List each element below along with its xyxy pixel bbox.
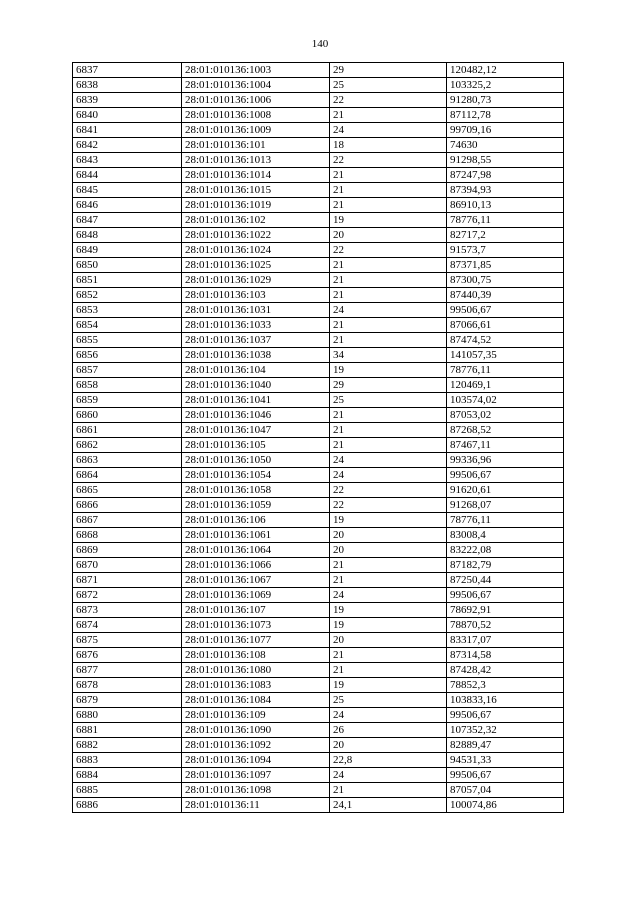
value-cell: 82889,47 — [447, 738, 564, 753]
cadastral-number-cell: 28:01:010136:1015 — [182, 183, 330, 198]
table-body — [73, 63, 564, 813]
row-number-cell: 6863 — [73, 453, 182, 468]
area-cell: 21 — [330, 288, 447, 303]
row-number-cell: 6870 — [73, 558, 182, 573]
table-row — [73, 723, 564, 738]
row-number-cell: 6848 — [73, 228, 182, 243]
area-cell: 25 — [330, 78, 447, 93]
cadastral-number-cell: 28:01:010136:1066 — [182, 558, 330, 573]
cadastral-number-cell: 28:01:010136:1041 — [182, 393, 330, 408]
value-cell: 74630 — [447, 138, 564, 153]
row-number-cell: 6881 — [73, 723, 182, 738]
value-cell: 99336,96 — [447, 453, 564, 468]
row-number-cell: 6867 — [73, 513, 182, 528]
cadastral-number-cell: 28:01:010136:1054 — [182, 468, 330, 483]
cadastral-number-cell: 28:01:010136:1080 — [182, 663, 330, 678]
table-row — [73, 768, 564, 783]
area-cell: 19 — [330, 513, 447, 528]
cadastral-number-cell: 28:01:010136:1013 — [182, 153, 330, 168]
value-cell: 78776,11 — [447, 213, 564, 228]
area-cell: 21 — [330, 318, 447, 333]
area-cell: 21 — [330, 198, 447, 213]
table-row — [73, 618, 564, 633]
row-number-cell: 6860 — [73, 408, 182, 423]
cadastral-number-cell: 28:01:010136:1059 — [182, 498, 330, 513]
area-cell: 24 — [330, 588, 447, 603]
value-cell: 103833,16 — [447, 693, 564, 708]
area-cell: 19 — [330, 213, 447, 228]
cadastral-number-cell: 28:01:010136:107 — [182, 603, 330, 618]
row-number-cell: 6840 — [73, 108, 182, 123]
row-number-cell: 6847 — [73, 213, 182, 228]
value-cell: 99506,67 — [447, 468, 564, 483]
cadastral-number-cell: 28:01:010136:1083 — [182, 678, 330, 693]
row-number-cell: 6873 — [73, 603, 182, 618]
cadastral-number-cell: 28:01:010136:1037 — [182, 333, 330, 348]
row-number-cell: 6883 — [73, 753, 182, 768]
table-row — [73, 783, 564, 798]
area-cell: 25 — [330, 693, 447, 708]
table-row — [73, 678, 564, 693]
value-cell: 87394,93 — [447, 183, 564, 198]
value-cell: 87314,58 — [447, 648, 564, 663]
cadastral-number-cell: 28:01:010136:1092 — [182, 738, 330, 753]
row-number-cell: 6877 — [73, 663, 182, 678]
area-cell: 21 — [330, 258, 447, 273]
cadastral-number-cell: 28:01:010136:1097 — [182, 768, 330, 783]
cadastral-number-cell: 28:01:010136:1094 — [182, 753, 330, 768]
table-row — [73, 603, 564, 618]
value-cell: 78776,11 — [447, 363, 564, 378]
area-cell: 24 — [330, 453, 447, 468]
value-cell: 83008,4 — [447, 528, 564, 543]
table-row — [73, 258, 564, 273]
value-cell: 78870,52 — [447, 618, 564, 633]
page-number: 140 — [311, 38, 329, 50]
cadastral-number-cell: 28:01:010136:1038 — [182, 348, 330, 363]
table-row — [73, 558, 564, 573]
table-row — [73, 543, 564, 558]
table-row — [73, 738, 564, 753]
cadastral-number-cell: 28:01:010136:1064 — [182, 543, 330, 558]
area-cell: 21 — [330, 108, 447, 123]
row-number-cell: 6886 — [73, 798, 182, 813]
row-number-cell: 6875 — [73, 633, 182, 648]
value-cell: 87371,85 — [447, 258, 564, 273]
area-cell: 21 — [330, 408, 447, 423]
cadastral-number-cell: 28:01:010136:1047 — [182, 423, 330, 438]
value-cell: 99506,67 — [447, 768, 564, 783]
row-number-cell: 6879 — [73, 693, 182, 708]
value-cell: 87053,02 — [447, 408, 564, 423]
area-cell: 21 — [330, 663, 447, 678]
table-row — [73, 798, 564, 813]
area-cell: 22 — [330, 483, 447, 498]
table-row — [73, 153, 564, 168]
cadastral-number-cell: 28:01:010136:11 — [182, 798, 330, 813]
table-row — [73, 213, 564, 228]
cadastral-number-cell: 28:01:010136:101 — [182, 138, 330, 153]
row-number-cell: 6837 — [73, 63, 182, 78]
cadastral-number-cell: 28:01:010136:102 — [182, 213, 330, 228]
cadastral-number-cell: 28:01:010136:1098 — [182, 783, 330, 798]
table-row — [73, 288, 564, 303]
table-row — [73, 423, 564, 438]
row-number-cell: 6864 — [73, 468, 182, 483]
cadastral-number-cell: 28:01:010136:1061 — [182, 528, 330, 543]
table-row — [73, 513, 564, 528]
row-number-cell: 6869 — [73, 543, 182, 558]
area-cell: 24 — [330, 768, 447, 783]
row-number-cell: 6861 — [73, 423, 182, 438]
table-row — [73, 573, 564, 588]
row-number-cell: 6876 — [73, 648, 182, 663]
value-cell: 87428,42 — [447, 663, 564, 678]
cadastral-number-cell: 28:01:010136:1008 — [182, 108, 330, 123]
cadastral-number-cell: 28:01:010136:1077 — [182, 633, 330, 648]
area-cell: 34 — [330, 348, 447, 363]
row-number-cell: 6859 — [73, 393, 182, 408]
area-cell: 21 — [330, 783, 447, 798]
row-number-cell: 6865 — [73, 483, 182, 498]
row-number-cell: 6844 — [73, 168, 182, 183]
area-cell: 19 — [330, 678, 447, 693]
area-cell: 25 — [330, 393, 447, 408]
value-cell: 91620,61 — [447, 483, 564, 498]
value-cell: 87066,61 — [447, 318, 564, 333]
table-row — [73, 528, 564, 543]
area-cell: 21 — [330, 648, 447, 663]
area-cell: 22 — [330, 153, 447, 168]
value-cell: 100074,86 — [447, 798, 564, 813]
value-cell: 107352,32 — [447, 723, 564, 738]
table-row — [73, 63, 564, 78]
value-cell: 99506,67 — [447, 588, 564, 603]
row-number-cell: 6872 — [73, 588, 182, 603]
area-cell: 20 — [330, 528, 447, 543]
cadastral-number-cell: 28:01:010136:1006 — [182, 93, 330, 108]
value-cell: 78776,11 — [447, 513, 564, 528]
value-cell: 99709,16 — [447, 123, 564, 138]
value-cell: 91280,73 — [447, 93, 564, 108]
value-cell: 103574,02 — [447, 393, 564, 408]
area-cell: 21 — [330, 333, 447, 348]
area-cell: 19 — [330, 618, 447, 633]
table-row — [73, 483, 564, 498]
area-cell: 21 — [330, 438, 447, 453]
cadastral-number-cell: 28:01:010136:1025 — [182, 258, 330, 273]
area-cell: 22 — [330, 243, 447, 258]
row-number-cell: 6849 — [73, 243, 182, 258]
area-cell: 19 — [330, 603, 447, 618]
row-number-cell: 6885 — [73, 783, 182, 798]
area-cell: 21 — [330, 168, 447, 183]
row-number-cell: 6838 — [73, 78, 182, 93]
cadastral-number-cell: 28:01:010136:103 — [182, 288, 330, 303]
area-cell: 24 — [330, 303, 447, 318]
cadastral-number-cell: 28:01:010136:1031 — [182, 303, 330, 318]
table-row — [73, 93, 564, 108]
area-cell: 29 — [330, 378, 447, 393]
value-cell: 87247,98 — [447, 168, 564, 183]
area-cell: 18 — [330, 138, 447, 153]
row-number-cell: 6851 — [73, 273, 182, 288]
table-row — [73, 168, 564, 183]
cadastral-number-cell: 28:01:010136:1067 — [182, 573, 330, 588]
row-number-cell: 6856 — [73, 348, 182, 363]
value-cell: 87112,78 — [447, 108, 564, 123]
area-cell: 20 — [330, 738, 447, 753]
table-row — [73, 138, 564, 153]
row-number-cell: 6843 — [73, 153, 182, 168]
cadastral-number-cell: 28:01:010136:1009 — [182, 123, 330, 138]
cadastral-number-cell: 28:01:010136:108 — [182, 648, 330, 663]
table-row — [73, 363, 564, 378]
value-cell: 94531,33 — [447, 753, 564, 768]
value-cell: 83222,08 — [447, 543, 564, 558]
table-row — [73, 123, 564, 138]
cadastral-number-cell: 28:01:010136:109 — [182, 708, 330, 723]
table-row — [73, 753, 564, 768]
value-cell: 87467,11 — [447, 438, 564, 453]
value-cell: 99506,67 — [447, 303, 564, 318]
value-cell: 82717,2 — [447, 228, 564, 243]
value-cell: 87440,39 — [447, 288, 564, 303]
value-cell: 87057,04 — [447, 783, 564, 798]
value-cell: 120482,12 — [447, 63, 564, 78]
value-cell: 87182,79 — [447, 558, 564, 573]
table-row — [73, 303, 564, 318]
row-number-cell: 6842 — [73, 138, 182, 153]
cadastral-number-cell: 28:01:010136:1024 — [182, 243, 330, 258]
row-number-cell: 6850 — [73, 258, 182, 273]
cadastral-number-cell: 28:01:010136:104 — [182, 363, 330, 378]
area-cell: 22,8 — [330, 753, 447, 768]
area-cell: 20 — [330, 543, 447, 558]
table-row — [73, 648, 564, 663]
row-number-cell: 6853 — [73, 303, 182, 318]
area-cell: 29 — [330, 63, 447, 78]
table-row — [73, 318, 564, 333]
cadastral-number-cell: 28:01:010136:1033 — [182, 318, 330, 333]
table-row — [73, 468, 564, 483]
value-cell: 91268,07 — [447, 498, 564, 513]
area-cell: 21 — [330, 573, 447, 588]
cadastral-number-cell: 28:01:010136:1050 — [182, 453, 330, 468]
table-row — [73, 453, 564, 468]
cadastral-number-cell: 28:01:010136:1040 — [182, 378, 330, 393]
value-cell: 87250,44 — [447, 573, 564, 588]
row-number-cell: 6855 — [73, 333, 182, 348]
table-row — [73, 393, 564, 408]
area-cell: 21 — [330, 558, 447, 573]
cadastral-number-cell: 28:01:010136:1029 — [182, 273, 330, 288]
value-cell: 103325,2 — [447, 78, 564, 93]
table-row — [73, 588, 564, 603]
value-cell: 78692,91 — [447, 603, 564, 618]
area-cell: 21 — [330, 423, 447, 438]
row-number-cell: 6858 — [73, 378, 182, 393]
area-cell: 24 — [330, 708, 447, 723]
cadastral-number-cell: 28:01:010136:1022 — [182, 228, 330, 243]
area-cell: 19 — [330, 363, 447, 378]
area-cell: 24 — [330, 123, 447, 138]
cadastral-number-cell: 28:01:010136:1046 — [182, 408, 330, 423]
table-row — [73, 228, 564, 243]
table-row — [73, 198, 564, 213]
value-cell: 86910,13 — [447, 198, 564, 213]
cadastral-number-cell: 28:01:010136:106 — [182, 513, 330, 528]
table-row — [73, 348, 564, 363]
area-cell: 20 — [330, 228, 447, 243]
row-number-cell: 6846 — [73, 198, 182, 213]
value-cell: 141057,35 — [447, 348, 564, 363]
area-cell: 20 — [330, 633, 447, 648]
table-row — [73, 693, 564, 708]
table-row — [73, 243, 564, 258]
row-number-cell: 6871 — [73, 573, 182, 588]
row-number-cell: 6839 — [73, 93, 182, 108]
row-number-cell: 6866 — [73, 498, 182, 513]
area-cell: 22 — [330, 93, 447, 108]
table-row — [73, 438, 564, 453]
row-number-cell: 6880 — [73, 708, 182, 723]
table-row — [73, 498, 564, 513]
value-cell: 83317,07 — [447, 633, 564, 648]
value-cell: 87268,52 — [447, 423, 564, 438]
row-number-cell: 6884 — [73, 768, 182, 783]
row-number-cell: 6862 — [73, 438, 182, 453]
row-number-cell: 6882 — [73, 738, 182, 753]
value-cell: 120469,1 — [447, 378, 564, 393]
row-number-cell: 6854 — [73, 318, 182, 333]
cadastral-number-cell: 28:01:010136:1069 — [182, 588, 330, 603]
cadastral-number-cell: 28:01:010136:1073 — [182, 618, 330, 633]
table-row — [73, 633, 564, 648]
cadastral-number-cell: 28:01:010136:1019 — [182, 198, 330, 213]
value-cell: 87300,75 — [447, 273, 564, 288]
value-cell: 78852,3 — [447, 678, 564, 693]
table-row — [73, 273, 564, 288]
value-cell: 91298,55 — [447, 153, 564, 168]
area-cell: 24 — [330, 468, 447, 483]
area-cell: 26 — [330, 723, 447, 738]
row-number-cell: 6857 — [73, 363, 182, 378]
table-row — [73, 333, 564, 348]
table-row — [73, 78, 564, 93]
cadastral-table — [72, 62, 564, 813]
area-cell: 24,1 — [330, 798, 447, 813]
value-cell: 91573,7 — [447, 243, 564, 258]
row-number-cell: 6852 — [73, 288, 182, 303]
row-number-cell: 6868 — [73, 528, 182, 543]
value-cell: 99506,67 — [447, 708, 564, 723]
area-cell: 21 — [330, 273, 447, 288]
cadastral-number-cell: 28:01:010136:1084 — [182, 693, 330, 708]
cadastral-number-cell: 28:01:010136:1058 — [182, 483, 330, 498]
table-row — [73, 408, 564, 423]
table-row — [73, 183, 564, 198]
cadastral-number-cell: 28:01:010136:1090 — [182, 723, 330, 738]
row-number-cell: 6845 — [73, 183, 182, 198]
cadastral-number-cell: 28:01:010136:1003 — [182, 63, 330, 78]
table-row — [73, 108, 564, 123]
row-number-cell: 6874 — [73, 618, 182, 633]
value-cell: 87474,52 — [447, 333, 564, 348]
table-row — [73, 663, 564, 678]
row-number-cell: 6841 — [73, 123, 182, 138]
area-cell: 21 — [330, 183, 447, 198]
cadastral-number-cell: 28:01:010136:105 — [182, 438, 330, 453]
row-number-cell: 6878 — [73, 678, 182, 693]
cadastral-number-cell: 28:01:010136:1014 — [182, 168, 330, 183]
table-row — [73, 708, 564, 723]
table-row — [73, 378, 564, 393]
cadastral-number-cell: 28:01:010136:1004 — [182, 78, 330, 93]
area-cell: 22 — [330, 498, 447, 513]
